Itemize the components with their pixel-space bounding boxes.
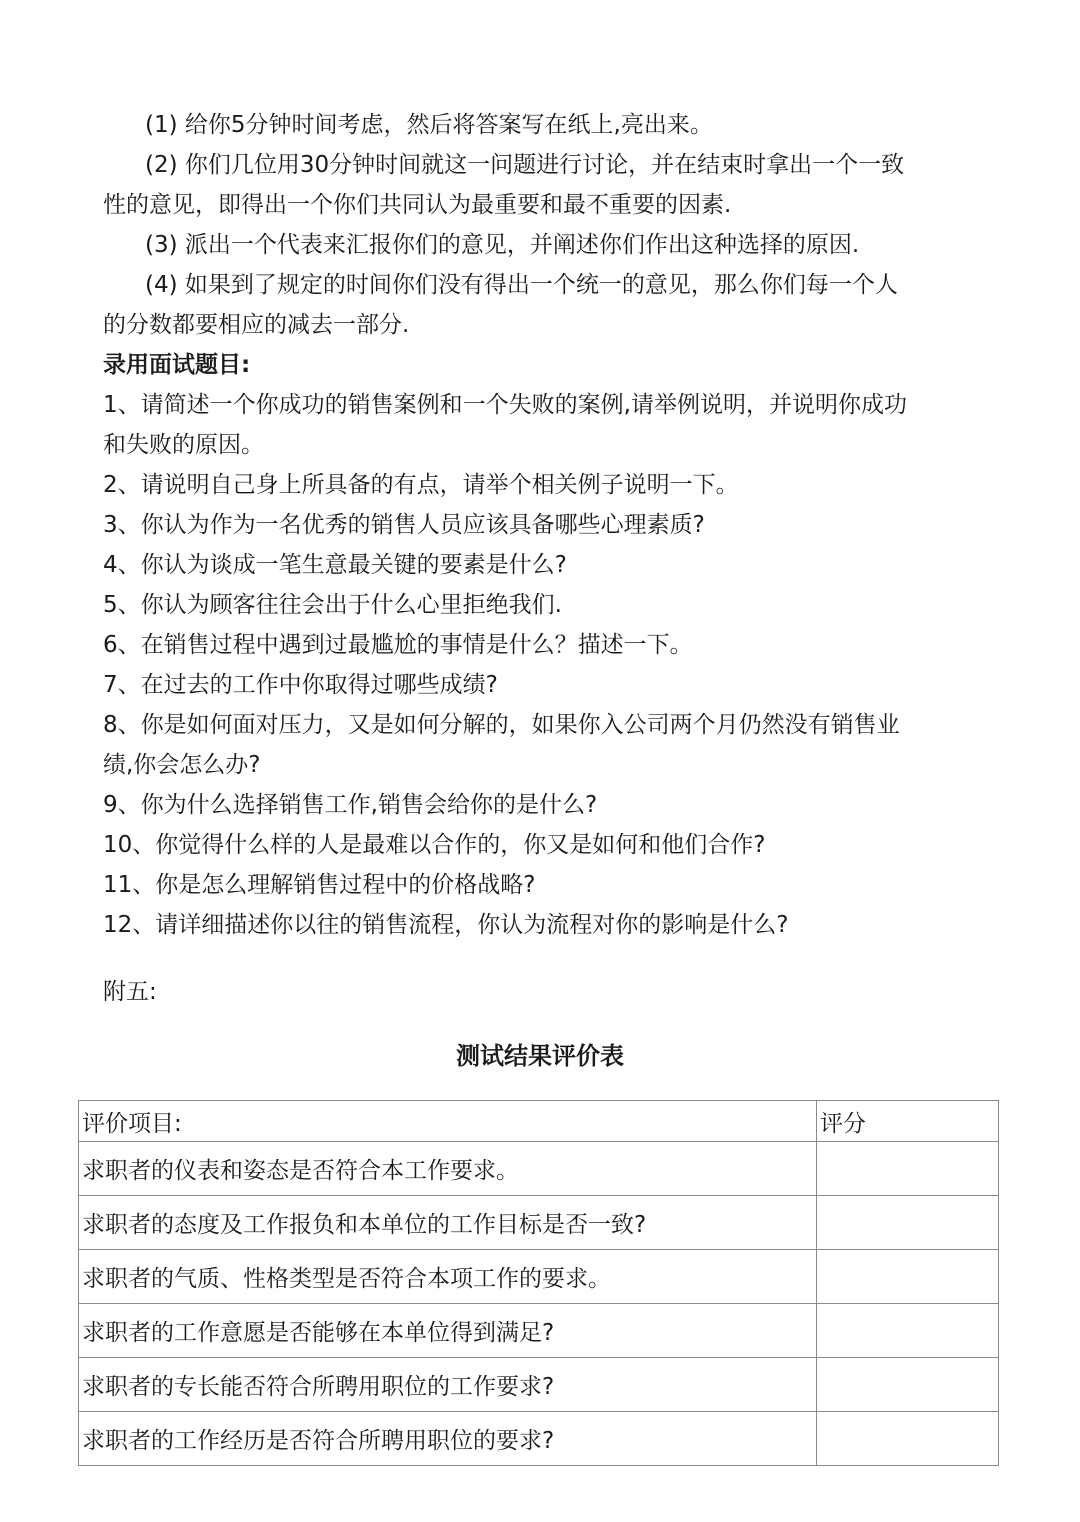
item-cell: 求职者的气质、性格类型是否符合本项工作的要求。 — [79, 1250, 817, 1304]
instruction-line-3: 性的意见，即得出一个你们共同认为最重要和最不重要的因素. — [103, 192, 732, 218]
item-cell: 求职者的工作经历是否符合所聘用职位的要求? — [79, 1412, 817, 1466]
question-line: 和失败的原因。 — [103, 432, 264, 458]
score-cell[interactable] — [817, 1358, 999, 1412]
item-cell: 求职者的态度及工作报负和本单位的工作目标是否一致? — [79, 1196, 817, 1250]
item-cell: 求职者的仪表和姿态是否符合本工作要求。 — [79, 1142, 817, 1196]
instruction-line-1: (1) 给你5分钟时间考虑，然后将答案写在纸上,亮出来。 — [145, 112, 713, 138]
instruction-line-6: 的分数都要相应的减去一部分. — [103, 312, 410, 338]
table-header-row — [79, 1101, 999, 1142]
question-line: 6、在销售过程中遇到过最尴尬的事情是什么？描述一下。 — [103, 632, 693, 658]
question-line: 绩,你会怎么办? — [103, 752, 261, 778]
question-line: 12、请详细描述你以往的销售流程，你认为流程对你的影响是什么? — [103, 912, 789, 938]
instruction-line-5: (4) 如果到了规定的时间你们没有得出一个统一的意见，那么你们每一个人 — [145, 272, 898, 298]
question-line: 10、你觉得什么样的人是最难以合作的，你又是如何和他们合作? — [103, 832, 766, 858]
score-cell[interactable] — [817, 1142, 999, 1196]
table-row — [79, 1196, 999, 1250]
item-cell: 求职者的专长能否符合所聘用职位的工作要求? — [79, 1358, 817, 1412]
score-cell[interactable] — [817, 1250, 999, 1304]
table-row — [79, 1412, 999, 1466]
table-row — [79, 1250, 999, 1304]
evaluation-table — [78, 1100, 999, 1466]
score-cell[interactable] — [817, 1196, 999, 1250]
score-cell[interactable] — [817, 1304, 999, 1358]
section-heading: 录用面试题目: — [103, 352, 251, 378]
instruction-line-2: (2) 你们几位用30分钟时间就这一问题进行讨论，并在结束时拿出一个一致 — [145, 152, 905, 178]
question-line: 4、你认为谈成一笔生意最关键的要素是什么? — [103, 552, 567, 578]
question-line: 2、请说明自己身上所具备的有点，请举个相关例子说明一下。 — [103, 472, 739, 498]
header-cell-score: 评分 — [817, 1101, 999, 1142]
table-title: 测试结果评价表 — [456, 1042, 624, 1070]
question-line: 8、你是如何面对压力，又是如何分解的，如果你入公司两个月仍然没有销售业 — [103, 712, 900, 738]
question-line: 7、在过去的工作中你取得过哪些成绩? — [103, 672, 498, 698]
question-line: 3、你认为作为一名优秀的销售人员应该具备哪些心理素质? — [103, 512, 705, 538]
question-line: 11、你是怎么理解销售过程中的价格战略? — [103, 872, 536, 898]
table-row — [79, 1358, 999, 1412]
question-line: 1、请简述一个你成功的销售案例和一个失败的案例,请举例说明，并说明你成功 — [103, 392, 907, 418]
question-line: 9、你为什么选择销售工作,销售会给你的是什么? — [103, 792, 598, 818]
appendix-label: 附五: — [103, 979, 157, 1005]
header-cell-item: 评价项目: — [79, 1101, 817, 1142]
score-cell[interactable] — [817, 1412, 999, 1466]
instruction-line-4: (3) 派出一个代表来汇报你们的意见，并阐述你们作出这种选择的原因. — [145, 232, 860, 258]
table-row — [79, 1142, 999, 1196]
table-row — [79, 1304, 999, 1358]
item-cell: 求职者的工作意愿是否能够在本单位得到满足? — [79, 1304, 817, 1358]
question-line: 5、你认为顾客往往会出于什么心里拒绝我们. — [103, 592, 562, 618]
